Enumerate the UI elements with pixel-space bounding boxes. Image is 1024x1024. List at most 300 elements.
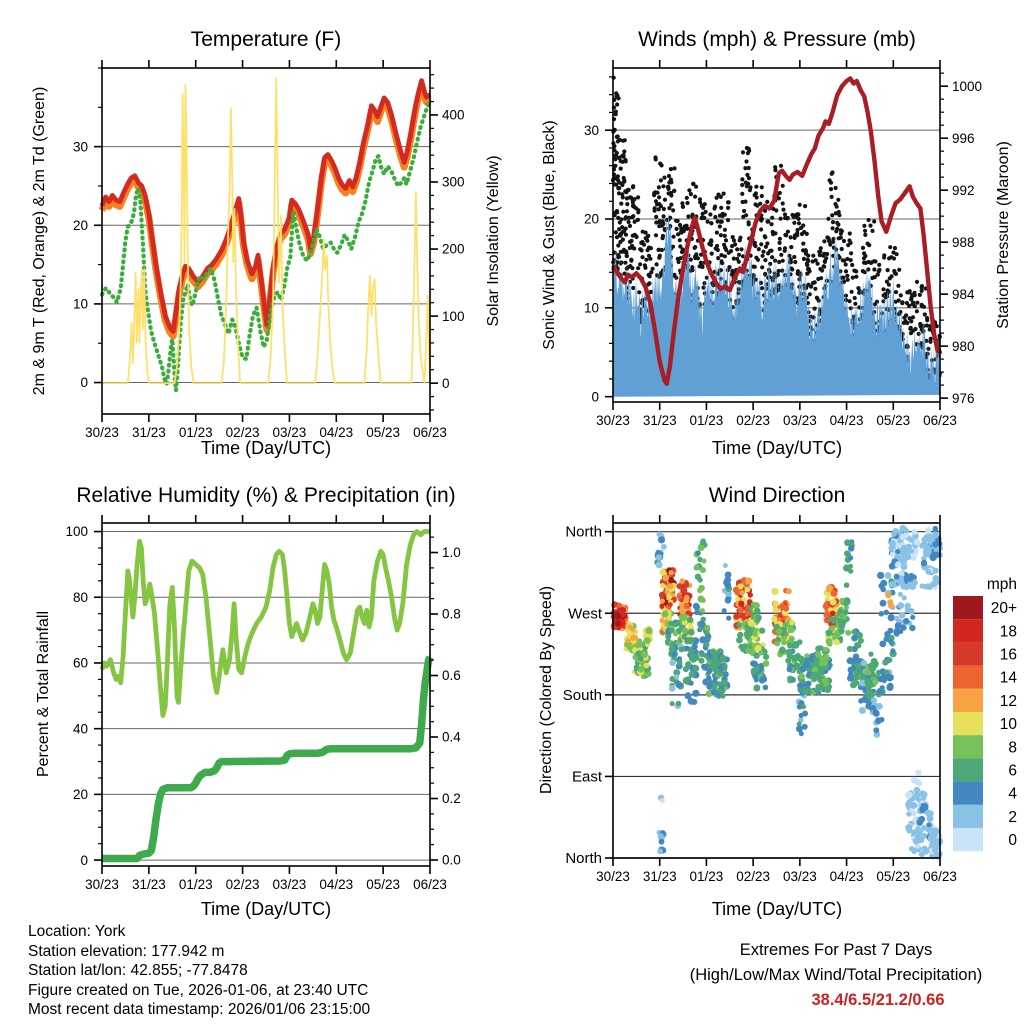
wind-direction-dot [779, 603, 785, 609]
wind-direction-dot [669, 685, 676, 692]
x-tick-label: 02/23 [736, 413, 771, 428]
gust-dot [709, 221, 713, 225]
wind-direction-dot [683, 677, 690, 684]
y-tick-label: 992 [952, 182, 975, 198]
gust-dot [888, 245, 892, 249]
x-tick-label: 04/23 [829, 869, 864, 884]
wind-direction-dot [880, 587, 886, 593]
gust-dot [631, 200, 635, 204]
gust-dot [740, 183, 744, 187]
gust-dot [774, 208, 778, 212]
gust-dot [731, 235, 735, 239]
gust-dot [761, 250, 765, 254]
gust-dot [759, 281, 763, 285]
wind-direction-dot [682, 616, 687, 621]
wind-direction-dot [830, 611, 836, 617]
gust-dot [737, 253, 741, 257]
gust-dot [899, 293, 903, 297]
wind-direction-dot [760, 676, 766, 682]
wind-direction-dot [644, 668, 649, 673]
gust-dot [640, 248, 644, 252]
gust-dot [625, 202, 629, 206]
gust-dot [822, 265, 826, 269]
gust-dot [802, 257, 806, 261]
y-tick-label: 100 [65, 524, 88, 540]
gust-dot [627, 188, 631, 192]
wind-direction-dot [724, 577, 731, 584]
yaxis-label-rh-left: Percent & Total Rainfall [35, 610, 52, 778]
wind-direction-dot [801, 704, 806, 709]
gust-dot [616, 255, 620, 259]
wind-direction-dot [813, 657, 819, 663]
gust-dot [778, 237, 782, 241]
wind-direction-dot [837, 609, 843, 615]
wind-direction-dot [894, 627, 900, 633]
gust-dot [753, 202, 757, 206]
wind-direction-dot [641, 651, 648, 658]
wind-direction-dot [787, 666, 793, 672]
wind-direction-dot [928, 836, 934, 842]
gust-dot [889, 255, 893, 259]
wind-direction-dot [891, 531, 897, 537]
gust-dot [893, 246, 897, 250]
y-tick-label: 20 [583, 211, 599, 227]
gust-dot [915, 301, 919, 305]
x-tick-label: 02/23 [736, 869, 771, 884]
gust-dot [662, 214, 666, 218]
figure-created-timestamp: Figure created on Tue, 2026-01-06, at 23:40 UTC [28, 981, 369, 999]
yaxis-label-solar-right: Solar Insolation (Yellow) [485, 155, 502, 327]
gust-dot [769, 222, 773, 226]
x-tick-label: 03/23 [782, 869, 817, 884]
wind-direction-dot [785, 658, 791, 664]
legend-swatch [953, 689, 983, 712]
gust-dot [897, 298, 901, 302]
gust-dot [690, 265, 694, 269]
gust-dot [628, 240, 632, 244]
wind-direction-dot [693, 603, 700, 610]
gust-dot [621, 195, 625, 199]
y-tick-label: 10 [72, 296, 88, 312]
gust-dot [637, 290, 641, 294]
gust-dot [669, 178, 673, 182]
gust-dot [809, 285, 813, 289]
gust-dot [619, 217, 623, 221]
gust-dot [819, 276, 823, 280]
wind-direction-dot [701, 598, 706, 603]
gust-dot [856, 286, 860, 290]
gust-dot [920, 327, 924, 331]
y-tick-label: 0 [80, 852, 88, 868]
wind-direction-dot [851, 635, 858, 642]
gust-dot [654, 215, 658, 219]
x-tick-label: 03/23 [272, 425, 307, 440]
x-tick-label: 02/23 [225, 425, 260, 440]
wind-direction-dot [906, 791, 913, 798]
gust-dot [719, 195, 723, 199]
gust-dot [687, 188, 691, 192]
y-tick-label: 20 [72, 217, 88, 233]
wind-direction-dot [885, 572, 892, 579]
series-9m-temp [102, 85, 430, 336]
gust-dot [743, 200, 747, 204]
wind-direction-dot [872, 679, 878, 685]
wind-direction-dot [839, 628, 845, 634]
wind-direction-dot [662, 611, 669, 618]
wind-direction-dot [692, 690, 699, 697]
wind-direction-dot [700, 608, 705, 613]
legend-swatch [953, 642, 983, 665]
gust-dot [622, 176, 626, 180]
wind-direction-dot [694, 564, 699, 569]
wind-direction-dot [682, 628, 688, 634]
gust-dot [841, 258, 845, 262]
x-tick-label: 05/23 [876, 869, 911, 884]
gust-dot [744, 159, 748, 163]
wind-direction-dot [699, 652, 704, 657]
gust-dot [633, 233, 637, 237]
wind-direction-dot [879, 717, 885, 723]
wind-direction-dot [658, 536, 665, 543]
gust-dot [625, 209, 629, 213]
x-tick-label: 31/23 [131, 425, 166, 440]
gust-dot [722, 192, 726, 196]
wind-direction-dot [873, 727, 879, 733]
station-latlon: Station lat/lon: 42.855; -77.8478 [28, 962, 248, 979]
wind-direction-dot [656, 562, 662, 568]
gust-dot [661, 184, 665, 188]
x-tick-label: 06/23 [923, 869, 957, 884]
wind-direction-dot [925, 810, 931, 816]
gust-dot [696, 256, 700, 260]
gust-dot [669, 203, 673, 207]
gust-dot [682, 227, 686, 231]
yaxis-label-temp-left: 2m & 9m T (Red, Orange) & 2m Td (Green) [31, 86, 48, 396]
extremes-subtitle: (High/Low/Max Wind/Total Precipitation) [689, 966, 983, 984]
gust-dot [659, 178, 663, 182]
gust-dot [754, 191, 758, 195]
gust-dot [789, 257, 793, 261]
wind-direction-dot [670, 701, 675, 706]
wind-direction-dot [871, 697, 877, 703]
gust-dot [655, 202, 659, 206]
x-tick-label: 31/23 [642, 413, 677, 428]
gust-dot [646, 234, 650, 238]
gust-dot [793, 260, 797, 264]
gust-dot [765, 200, 769, 204]
gust-dot [647, 281, 651, 285]
wind-direction-dot [754, 666, 760, 672]
gust-dot [622, 230, 626, 234]
xaxis-label-winds: Time (Day/UTC) [711, 438, 843, 458]
extremes-block [640, 938, 1024, 1013]
wind-direction-dot [818, 645, 823, 650]
wind-direction-dot [676, 681, 683, 688]
wind-direction-dot [669, 646, 676, 653]
wind-direction-dot [665, 634, 671, 640]
wind-direction-dot [848, 545, 854, 551]
gust-dot [839, 236, 843, 240]
gust-dot [718, 214, 722, 218]
gust-dot [700, 215, 704, 219]
wind-direction-dot [853, 674, 859, 680]
y-tick-label: 30 [72, 139, 88, 155]
gust-dot [737, 260, 741, 264]
legend-swatch [953, 758, 983, 781]
gust-dot [850, 263, 854, 267]
wind-direction-dot [926, 822, 931, 827]
gust-dot [831, 226, 835, 230]
wind-direction-dot [685, 661, 692, 668]
wind-direction-dot [781, 640, 787, 646]
station-location: Location: York [28, 923, 126, 940]
gust-dot [894, 290, 898, 294]
gust-dot [822, 252, 826, 256]
wind-direction-dot [886, 675, 893, 682]
legend-swatch [953, 619, 983, 642]
gust-dot [679, 231, 683, 235]
gust-dot [663, 198, 667, 202]
wind-direction-dot [882, 659, 888, 665]
gust-dot [657, 224, 661, 228]
wind-direction-dot [888, 614, 895, 621]
legend-label: 20+ [990, 600, 1017, 618]
gust-dot [698, 197, 702, 201]
gust-dot [920, 344, 924, 348]
gust-dot [898, 310, 902, 314]
gust-dot [621, 210, 625, 214]
series-total-rainfall [102, 657, 430, 858]
wind-direction-dot [866, 678, 872, 684]
wind-direction-dot [910, 615, 915, 620]
wind-direction-dot [787, 642, 793, 648]
wind-direction-dot [786, 588, 792, 594]
wind-direction-dot [921, 560, 927, 566]
gust-dot [718, 224, 722, 228]
gust-dot [706, 220, 710, 224]
wind-direction-dot [685, 646, 690, 651]
gust-dot [869, 261, 873, 265]
wind-direction-dot [884, 631, 890, 637]
wind-direction-dot [843, 600, 849, 606]
y-tick-label: 10 [583, 300, 599, 316]
direction-tick-label: North [565, 523, 602, 541]
wind-direction-dot [826, 630, 832, 636]
gust-dot [829, 181, 833, 185]
legend-swatch [953, 828, 983, 851]
wind-direction-dot [822, 678, 829, 685]
wind-direction-dot [706, 676, 711, 681]
wind-direction-dot [723, 563, 728, 568]
wind-direction-dot [754, 608, 761, 615]
wind-direction-dot [916, 780, 922, 786]
gust-dot [915, 309, 919, 313]
gust-dot [920, 289, 924, 293]
gust-dot [777, 196, 781, 200]
wind-direction-dot [876, 703, 883, 710]
gust-dot [653, 190, 657, 194]
wind-direction-dot [659, 592, 666, 599]
gust-dot [719, 253, 723, 257]
wind-direction-dot [669, 570, 674, 575]
wind-direction-dot [844, 550, 850, 556]
gust-dot [661, 220, 665, 224]
wind-direction-dot [668, 621, 674, 627]
wind-direction-dot [699, 658, 705, 664]
gust-dot [801, 248, 805, 252]
gust-dot [811, 254, 815, 258]
wind-direction-dot [659, 569, 666, 576]
wind-direction-dot [933, 526, 939, 532]
x-tick-label: 30/23 [85, 877, 119, 892]
wind-direction-dot [912, 849, 917, 854]
wind-direction-dot [799, 656, 805, 662]
wind-direction-dot [915, 770, 921, 776]
direction-tick-label: South [562, 686, 602, 704]
wind-direction-dot [688, 637, 695, 644]
wind-direction-dot [723, 680, 728, 685]
y-tick-label: 0.6 [442, 668, 461, 684]
y-tick-label: 20 [72, 787, 88, 803]
wind-direction-dot [694, 610, 699, 615]
y-tick-label: 976 [952, 390, 975, 406]
gust-dot [929, 337, 933, 341]
gust-dot [654, 157, 658, 161]
wind-direction-dot [798, 673, 805, 680]
gust-dot [786, 230, 790, 234]
gust-dot [806, 267, 810, 271]
gust-dot [759, 242, 763, 246]
wind-direction-dot [844, 582, 850, 588]
gust-dot [754, 256, 758, 260]
wind-direction-dot [856, 643, 861, 648]
wind-direction-dot [745, 578, 752, 585]
legend-swatch [953, 805, 983, 828]
gust-dot [913, 327, 917, 331]
gust-dot [735, 247, 739, 251]
gust-dot [831, 220, 835, 224]
wind-direction-dot [658, 833, 664, 839]
gust-dot [862, 251, 866, 255]
gust-dot [616, 243, 620, 247]
wind-direction-dot [932, 832, 938, 838]
wind-direction-dot [907, 575, 914, 582]
gust-dot [801, 242, 805, 246]
gust-dot [851, 276, 855, 280]
gust-dot [850, 290, 854, 294]
gust-dot [780, 269, 784, 273]
wind-direction-dot [710, 648, 717, 655]
gust-dot [783, 249, 787, 253]
gust-dot [674, 276, 678, 280]
gust-dot [900, 300, 904, 304]
gust-dot [680, 250, 684, 254]
wind-direction-dot [868, 652, 873, 657]
gust-dot [896, 284, 900, 288]
wind-direction-dot [920, 826, 925, 831]
xaxis-label-temperature: Time (Day/UTC) [200, 438, 332, 458]
gust-dot [897, 268, 901, 272]
wind-direction-dot [889, 582, 895, 588]
wind-direction-dot [667, 583, 673, 589]
legend-swatch [953, 782, 983, 805]
wind-direction-dot [758, 650, 763, 655]
direction-tick-label: North [565, 850, 602, 867]
y-tick-label: 0 [80, 375, 88, 391]
wind-direction-dot [921, 542, 928, 549]
gust-dot [760, 217, 764, 221]
wind-direction-dot [904, 553, 911, 560]
wind-direction-dot [733, 587, 740, 594]
gust-dot [678, 256, 682, 260]
gust-dot [741, 215, 745, 219]
wind-direction-dot [799, 713, 804, 718]
gust-dot [727, 265, 731, 269]
gust-dot [808, 292, 812, 296]
gust-dot [918, 322, 922, 326]
wind-direction-dot [662, 575, 669, 582]
wind-direction-dot [660, 598, 665, 603]
wind-direction-dot [627, 624, 632, 629]
gust-dot [769, 249, 773, 253]
wind-direction-dot [679, 602, 685, 608]
gust-dot [822, 239, 826, 243]
wind-direction-dot [726, 616, 731, 621]
x-tick-label: 03/23 [782, 413, 817, 428]
gust-dot [849, 306, 853, 310]
gust-dot [628, 264, 632, 268]
wind-direction-dot [759, 628, 765, 634]
x-tick-label: 05/23 [876, 413, 911, 428]
y-tick-label: 980 [952, 338, 975, 354]
yaxis-label-pressure-right: Station Pressure (Maroon) [995, 141, 1012, 329]
wind-direction-dot [905, 824, 912, 831]
gust-dot [726, 206, 730, 210]
gust-dot [766, 251, 770, 255]
gust-dot [918, 293, 922, 297]
wind-direction-dot [826, 638, 833, 645]
gust-dot [678, 244, 682, 248]
wind-direction-dot [753, 685, 760, 692]
wind-direction-dot [630, 635, 636, 641]
gust-dot [797, 221, 801, 225]
gust-dot [886, 268, 890, 272]
gust-dot [747, 166, 751, 170]
station-elevation: Station elevation: 177.942 m [28, 942, 225, 960]
x-tick-label: 30/23 [85, 425, 119, 440]
gust-dot [753, 241, 757, 245]
wind-direction-dot [763, 660, 770, 667]
gust-dot [839, 228, 843, 232]
gust-dot [915, 280, 919, 284]
gust-dot [801, 223, 805, 227]
wind-direction-dot [772, 588, 779, 595]
gust-dot [905, 301, 909, 305]
legend-label: 2 [1008, 808, 1017, 826]
wind-direction-dot [740, 590, 746, 596]
gust-dot [920, 304, 924, 308]
y-tick-label: 30 [583, 122, 599, 138]
gust-dot [805, 263, 809, 267]
gust-dot [875, 300, 879, 304]
gust-dot [760, 265, 764, 269]
wind-direction-dot [909, 583, 916, 590]
gust-dot [657, 207, 661, 211]
wind-direction-dot [700, 567, 706, 573]
wind-direction-dot [899, 612, 906, 619]
x-tick-label: 04/23 [319, 877, 354, 892]
gust-dot [617, 191, 621, 195]
